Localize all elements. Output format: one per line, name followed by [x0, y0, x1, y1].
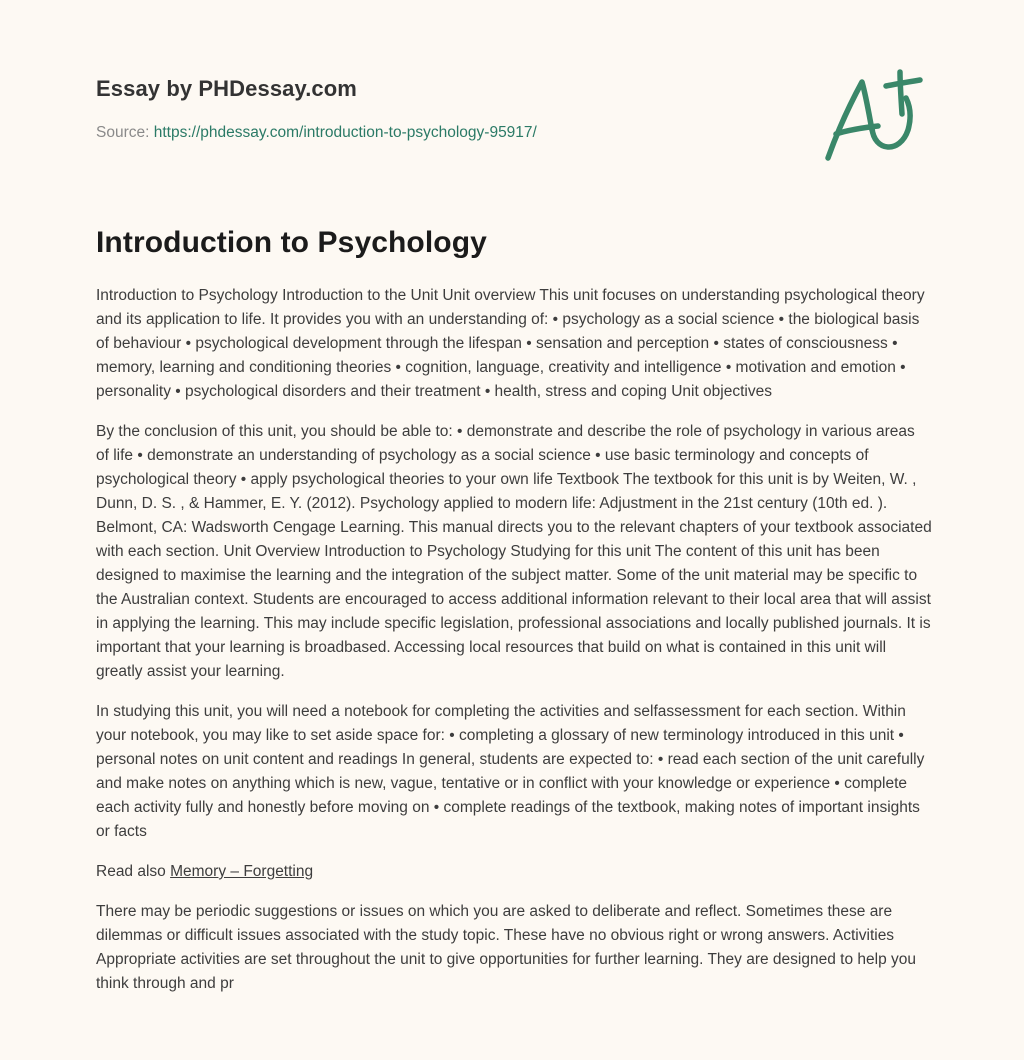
source-label: Source:: [96, 124, 154, 141]
a-plus-grade-icon: [822, 68, 926, 164]
read-also-label: Read also: [96, 863, 171, 880]
paragraph: There may be periodic suggestions or issues on which you are asked to deliberate and reflect. Sometimes these are dilemmas or difficult issues associated with the study topic. These have no obvious right or wrong answers. Activities Appropriate activities are set throughout the unit to give opportunities for further learning. They are designed to help you think through and pr: [96, 903, 916, 992]
page-header: [96, 0, 932, 200]
paragraph: By the conclusion of this unit, you should be able to: • demonstrate and describe the role of psychology in various areas of life • demonstrate an understanding of psychology as a social science • use basic terminology and concepts of psychological theory • apply psychological theories to your own life Textbook The textbook for this unit is by Weiten, W. , Dunn, D. S. , & Hammer, E. Y. (2012). Psychology applied to modern life: Adjustment in the 21st century (10th ed. ). Belmont, CA: Wadsworth Cengage Learning. This manual directs you to the relevant chapters of your textbook associated with each section. Unit Overview Introduction to Psychology Studying for this unit The content of this unit has been designed to maximise the learning and the integration of the subject matter. Some of the unit material may be specific to the Australian context. Students are encouraged to access additional information relevant to their local area that will assist in applying the learning. This may include specific legislation, professional associations and locally published journals. It is important that your learning is broadbased. Accessing local resources that build on what is contained in this unit will greatly assist your learning.: [96, 423, 932, 680]
paragraph: In studying this unit, you will need a notebook for completing the activities and selfassessment for each section. Within your notebook, you may like to set aside space for: • completing a glossary of new terminology introduced in this unit • personal notes on unit content and readings In general, students are expected to: • read each section of the unit carefully and make notes on anything which is new, vague, tentative or in conflict with your knowledge or experience • complete each activity fully and honestly before moving on • complete readings of the textbook, making notes of important insights or facts: [96, 703, 925, 840]
article-body: [96, 284, 932, 1012]
paragraph: Introduction to Psychology Introduction to the Unit Unit overview This unit focuses on understanding psychological theory and its application to life. It provides you with an understanding of: • psychology as a social science • the biological basis of behaviour • psychological development through the lifespan • sensation and perception • states of consciousness • memory, learning and conditioning theories • cognition, language, creativity and intelligence • motivation and emotion • personality • psychological disorders and their treatment • health, stress and coping Unit objectives: [96, 287, 925, 400]
related-essay-link[interactable]: Memory – Forgetting: [170, 863, 314, 880]
site-brand: Essay by PHDessay.com: [96, 76, 357, 101]
read-also: [96, 860, 932, 884]
source-link[interactable]: https://phdessay.com/introduction-to-psychology-95917/: [153, 124, 537, 141]
essay-page: [96, 0, 932, 992]
article-title: Introduction to Psychology: [96, 226, 487, 259]
source-line: [96, 124, 537, 142]
